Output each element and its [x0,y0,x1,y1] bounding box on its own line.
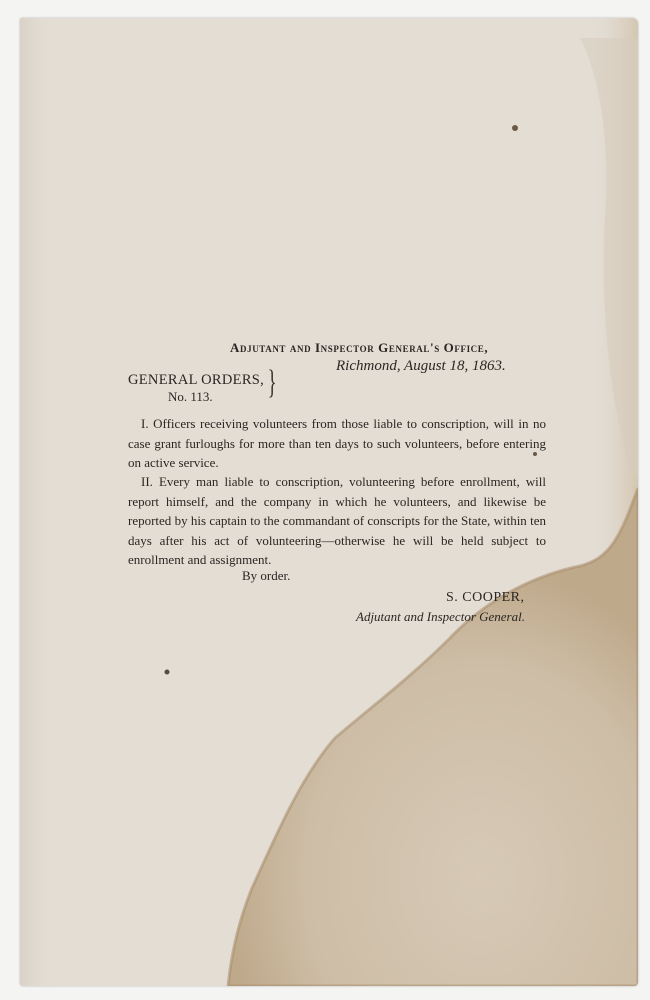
document-sheet [20,18,638,986]
place-date-line: Richmond, August 18, 1863. [336,358,506,374]
orders-title: GENERAL ORDERS, [128,372,265,388]
paragraph-one: I. Officers receiving volunteers from those liable to conscription, will in no case grant furloughs for more than ten days to such volunteers, before entering on active service. [128,416,546,470]
by-order-line: By order. [242,568,291,583]
signer-name: S. COOPER, [446,590,525,605]
office-heading: Adjutant and Inspector General's Office, [230,340,489,355]
paragraph-two: II. Every man liable to conscription, volunteering before enrollment, will report himself, and the company in which he volunteers, and likewise be reported by his captain to the commandant of conscripts for the State, within ten days after his act of volunteering—otherwise he will be held subject to enrollment and assignment. [128,474,546,567]
brace-icon: } [267,364,277,401]
signer-title: Adjutant and Inspector General. [356,609,525,624]
orders-number: No. 113. [168,389,213,404]
